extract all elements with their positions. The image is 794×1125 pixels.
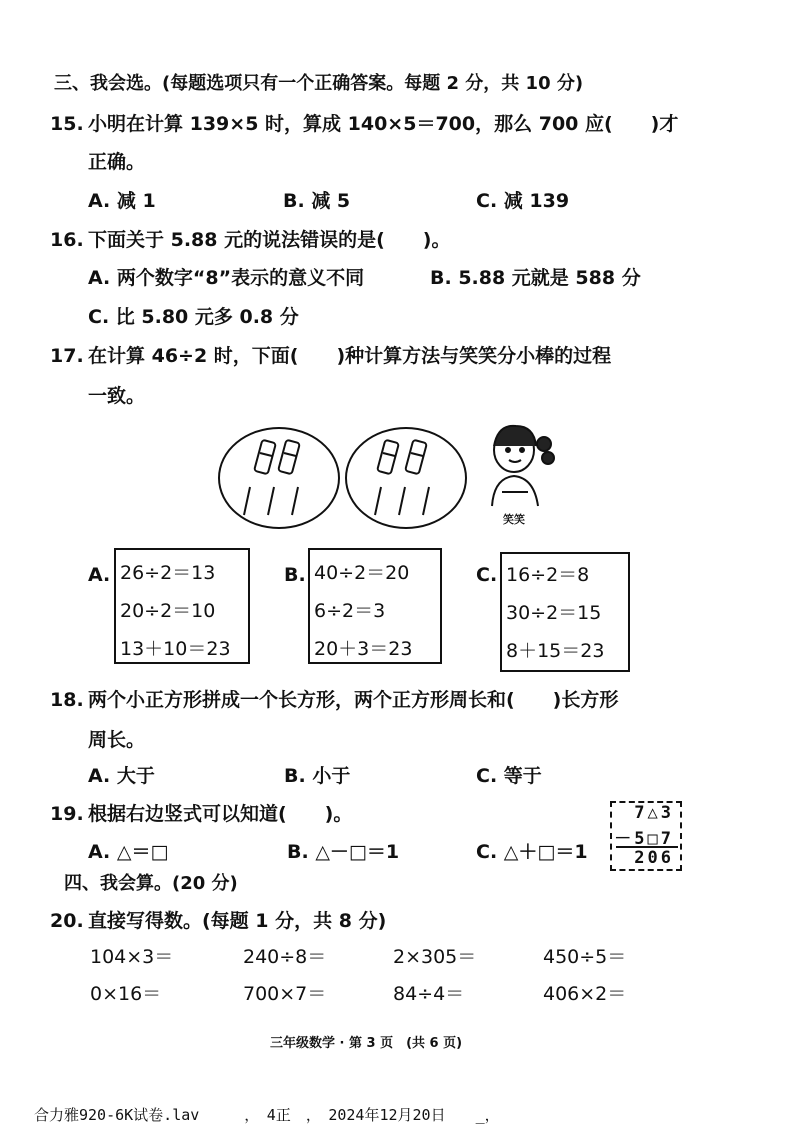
question-16-option-c[interactable]: C. 比 5.80 元多 0.8 分 bbox=[88, 306, 299, 328]
question-17-stem-line2: 一致。 bbox=[88, 385, 146, 407]
stick-group-left bbox=[218, 427, 340, 529]
girl-xiaoxiao-icon bbox=[478, 418, 558, 508]
question-18-option-c[interactable]: C. 等于 bbox=[476, 765, 542, 787]
xiaoxiao-caption: 笑笑 bbox=[503, 513, 525, 526]
question-18-stem-line1: 两个小正方形拼成一个长方形，两个正方形周长和( )长方形 bbox=[88, 689, 619, 711]
vertical-subtraction bbox=[610, 801, 682, 871]
question-15-stem-line2: 正确。 bbox=[88, 151, 146, 173]
calc-item: 450÷5＝ bbox=[543, 946, 627, 968]
question-16-option-a[interactable]: A. 两个数字“8”表示的意义不同 bbox=[88, 267, 365, 289]
question-17-option-c-box[interactable] bbox=[500, 552, 630, 672]
option-b-line-1: 40÷2＝20 bbox=[314, 562, 410, 584]
question-17-stem-line1: 在计算 46÷2 时，下面( )种计算方法与笑笑分小棒的过程 bbox=[88, 345, 612, 367]
question-15-option-c[interactable]: C. 减 139 bbox=[476, 190, 570, 212]
vertical-row-2: －5□7 bbox=[614, 829, 674, 849]
calc-item: 700×7＝ bbox=[243, 983, 327, 1005]
calc-item: 406×2＝ bbox=[543, 983, 627, 1005]
question-17-option-a-label[interactable]: A. bbox=[88, 564, 111, 586]
question-20-stem: 直接写得数。(每题 1 分，共 8 分) bbox=[88, 910, 387, 932]
option-b-line-2: 6÷2＝3 bbox=[314, 600, 386, 622]
question-18-number: 18. bbox=[50, 689, 84, 711]
option-b-line-3: 20＋3＝23 bbox=[314, 638, 413, 660]
question-19-option-b[interactable]: B. △－□＝1 bbox=[287, 841, 400, 863]
calc-item: 0×16＝ bbox=[90, 983, 162, 1005]
question-15-stem-line1: 小明在计算 139×5 时，算成 140×5＝700，那么 700 应( )才 bbox=[88, 113, 679, 135]
stick-group-right bbox=[345, 427, 467, 529]
question-18-option-a[interactable]: A. 大于 bbox=[88, 765, 155, 787]
option-a-line-3: 13＋10＝23 bbox=[120, 638, 231, 660]
question-19-number: 19. bbox=[50, 803, 84, 825]
bundled-sticks-icon bbox=[220, 429, 338, 527]
question-16-stem: 下面关于 5.88 元的说法错误的是( )。 bbox=[88, 229, 451, 251]
calc-item: 84÷4＝ bbox=[393, 983, 465, 1005]
vertical-row-1: 7△3 bbox=[634, 803, 674, 823]
question-18-stem-line2: 周长。 bbox=[88, 729, 146, 751]
question-16-number: 16. bbox=[50, 229, 84, 251]
page-footer: 三年级数学 · 第 3 页 (共 6 页) bbox=[270, 1036, 463, 1051]
option-c-line-3: 8＋15＝23 bbox=[506, 640, 605, 662]
question-17-option-b-box[interactable] bbox=[308, 548, 442, 664]
option-c-line-2: 30÷2＝15 bbox=[506, 602, 602, 624]
question-20-number: 20. bbox=[50, 910, 84, 932]
question-15-option-a[interactable]: A. 减 1 bbox=[88, 190, 156, 212]
question-17-option-c-label[interactable]: C. bbox=[476, 564, 498, 586]
calc-item: 240÷8＝ bbox=[243, 946, 327, 968]
question-19-stem: 根据右边竖式可以知道( )。 bbox=[88, 803, 353, 825]
question-19-option-c[interactable]: C. △＋□＝1 bbox=[476, 841, 588, 863]
bundled-sticks-icon bbox=[347, 429, 465, 527]
question-17-option-b-label[interactable]: B. bbox=[284, 564, 306, 586]
option-a-line-2: 20÷2＝10 bbox=[120, 600, 216, 622]
question-19-option-a[interactable]: A. △＝□ bbox=[88, 841, 169, 863]
question-17-number: 17. bbox=[50, 345, 84, 367]
print-info: 合力雅920-6K试卷.lav ， 4正 ， 2024年12月20日 _， bbox=[34, 1106, 500, 1124]
vertical-row-3: 206 bbox=[634, 848, 674, 868]
question-18-option-b[interactable]: B. 小于 bbox=[284, 765, 351, 787]
question-17-option-a-box[interactable] bbox=[114, 548, 250, 664]
question-16-option-b[interactable]: B. 5.88 元就是 588 分 bbox=[430, 267, 641, 289]
option-a-line-1: 26÷2＝13 bbox=[120, 562, 216, 584]
question-15-number: 15. bbox=[50, 113, 84, 135]
question-15-option-b[interactable]: B. 减 5 bbox=[283, 190, 351, 212]
calc-item: 2×305＝ bbox=[393, 946, 477, 968]
option-c-line-1: 16÷2＝8 bbox=[506, 564, 590, 586]
section-3-title: 三、我会选。(每题选项只有一个正确答案。每题 2 分，共 10 分) bbox=[54, 73, 584, 94]
section-4-title: 四、我会算。(20 分) bbox=[64, 873, 238, 894]
calc-item: 104×3＝ bbox=[90, 946, 174, 968]
